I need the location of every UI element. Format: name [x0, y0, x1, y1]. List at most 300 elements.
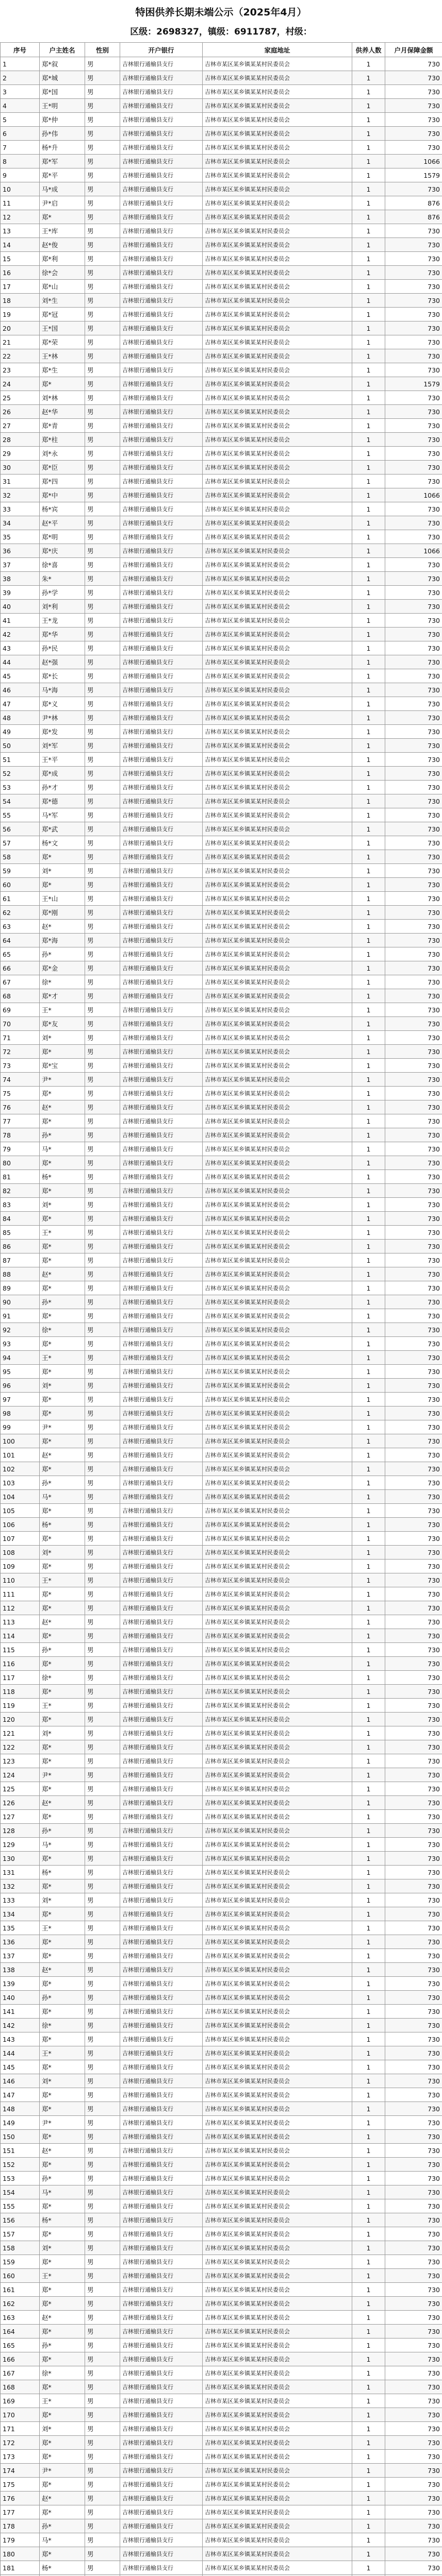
- table-row: [1, 2102, 442, 2116]
- bank-name: 吉林银行通榆县支行: [120, 586, 203, 600]
- support-count: 1: [352, 1226, 385, 1240]
- recipient-name: 郑*庆: [40, 544, 85, 558]
- monthly-amount: 730: [385, 669, 442, 683]
- row-number: 16: [1, 266, 40, 280]
- support-count: 1: [352, 558, 385, 572]
- recipient-sex: 男: [85, 113, 120, 127]
- monthly-amount: 730: [385, 586, 442, 600]
- home-address: 吉林市某区某乡镇某某村民委员会: [203, 1406, 352, 1420]
- home-address: 吉林市某区某乡镇某某村民委员会: [203, 850, 352, 864]
- monthly-amount: 730: [385, 1699, 442, 1713]
- row-number: 92: [1, 1323, 40, 1337]
- support-count: 1: [352, 488, 385, 502]
- monthly-amount: 730: [385, 961, 442, 975]
- recipient-name: 赵*强: [40, 655, 85, 669]
- monthly-amount: 730: [385, 85, 442, 99]
- table-row: [1, 2019, 442, 2032]
- bank-name: 吉林银行通榆县支行: [120, 377, 203, 391]
- table-row: [1, 1462, 442, 1476]
- recipient-name: 郑*: [40, 2032, 85, 2046]
- support-count: 1: [352, 1504, 385, 1518]
- support-count: 1: [352, 1629, 385, 1643]
- row-number: 149: [1, 2116, 40, 2130]
- table-row: [1, 1393, 442, 1406]
- monthly-amount: 730: [385, 2394, 442, 2408]
- support-count: 1: [352, 961, 385, 975]
- recipient-name: 杨*: [40, 1866, 85, 1879]
- recipient-sex: 男: [85, 1685, 120, 1699]
- support-count: 1: [352, 433, 385, 447]
- monthly-amount: 730: [385, 2561, 442, 2575]
- home-address: 吉林市某区某乡镇某某村民委员会: [203, 433, 352, 447]
- recipient-sex: 男: [85, 697, 120, 711]
- bank-name: 吉林银行通榆县支行: [120, 224, 203, 238]
- recipient-name: 尹*: [40, 2116, 85, 2130]
- row-number: 130: [1, 1852, 40, 1866]
- row-number: 153: [1, 2172, 40, 2185]
- row-number: 91: [1, 1309, 40, 1323]
- table-row: [1, 1560, 442, 1573]
- table-row: [1, 725, 442, 739]
- bank-name: 吉林银行通榆县支行: [120, 2102, 203, 2116]
- support-count: 1: [352, 572, 385, 586]
- table-row: [1, 1323, 442, 1337]
- recipient-name: 郑*宝: [40, 1059, 85, 1073]
- home-address: 吉林市某区某乡镇某某村民委员会: [203, 2311, 352, 2325]
- support-count: 1: [352, 516, 385, 530]
- bank-name: 吉林银行通榆县支行: [120, 725, 203, 739]
- recipient-sex: 男: [85, 2492, 120, 2505]
- recipient-name: 刘*: [40, 1726, 85, 1740]
- recipient-sex: 男: [85, 1434, 120, 1448]
- row-number: 84: [1, 1212, 40, 1226]
- recipient-name: 赵*俊: [40, 238, 85, 252]
- support-count: 1: [352, 781, 385, 794]
- bank-name: 吉林银行通榆县支行: [120, 461, 203, 474]
- support-count: 1: [352, 2032, 385, 2046]
- recipient-name: 孙*: [40, 2519, 85, 2533]
- recipient-sex: 男: [85, 1087, 120, 1100]
- recipient-sex: 男: [85, 641, 120, 655]
- row-number: 78: [1, 1128, 40, 1142]
- support-count: 1: [352, 2060, 385, 2074]
- recipient-name: 刘*: [40, 1379, 85, 1393]
- recipient-sex: 男: [85, 947, 120, 961]
- bank-name: 吉林银行通榆县支行: [120, 683, 203, 697]
- support-count: 1: [352, 377, 385, 391]
- bank-name: 吉林银行通榆县支行: [120, 113, 203, 127]
- bank-name: 吉林银行通榆县支行: [120, 1532, 203, 1546]
- bank-name: 吉林银行通榆县支行: [120, 544, 203, 558]
- table-row: [1, 1518, 442, 1532]
- home-address: 吉林市某区某乡镇某某村民委员会: [203, 2325, 352, 2338]
- home-address: 吉林市某区某乡镇某某村民委员会: [203, 1532, 352, 1546]
- table-row: [1, 1504, 442, 1518]
- table-row: [1, 308, 442, 321]
- home-address: 吉林市某区某乡镇某某村民委员会: [203, 1601, 352, 1615]
- row-number: 129: [1, 1838, 40, 1852]
- home-address: 吉林市某区某乡镇某某村民委员会: [203, 155, 352, 168]
- bank-name: 吉林银行通榆县支行: [120, 1309, 203, 1323]
- monthly-amount: 730: [385, 113, 442, 127]
- recipient-sex: 男: [85, 168, 120, 182]
- row-number: 164: [1, 2325, 40, 2338]
- support-count: 1: [352, 2297, 385, 2311]
- monthly-amount: 730: [385, 1198, 442, 1212]
- row-number: 179: [1, 2533, 40, 2547]
- table-row: [1, 1490, 442, 1504]
- recipient-name: 徐*: [40, 1323, 85, 1337]
- table-row: [1, 2074, 442, 2088]
- support-count: 1: [352, 1601, 385, 1615]
- recipient-name: 郑*荣: [40, 335, 85, 349]
- recipient-name: 赵*华: [40, 405, 85, 419]
- recipient-name: 郑*利: [40, 252, 85, 266]
- recipient-name: 徐*: [40, 2019, 85, 2032]
- monthly-amount: 730: [385, 1267, 442, 1281]
- recipient-name: 赵*: [40, 920, 85, 934]
- table-row: [1, 1170, 442, 1184]
- recipient-sex: 男: [85, 1977, 120, 1991]
- recipient-name: 郑*平: [40, 168, 85, 182]
- recipient-name: 郑*: [40, 1281, 85, 1295]
- row-number: 87: [1, 1253, 40, 1267]
- recipient-name: 杨*: [40, 2213, 85, 2227]
- header-amount: 户月保障金额: [385, 43, 442, 57]
- table-row: [1, 1643, 442, 1657]
- support-count: 1: [352, 1142, 385, 1156]
- monthly-amount: 730: [385, 99, 442, 113]
- recipient-sex: 男: [85, 1003, 120, 1017]
- home-address: 吉林市某区某乡镇某某村民委员会: [203, 1087, 352, 1100]
- row-number: 135: [1, 1921, 40, 1935]
- table-row: [1, 697, 442, 711]
- recipient-name: 王*: [40, 1351, 85, 1365]
- home-address: 吉林市某区某乡镇某某村民委员会: [203, 488, 352, 502]
- recipient-sex: 男: [85, 2325, 120, 2338]
- bank-name: 吉林银行通榆县支行: [120, 2352, 203, 2366]
- recipient-sex: 男: [85, 2158, 120, 2172]
- row-number: 1: [1, 57, 40, 71]
- recipient-name: 郑*: [40, 2450, 85, 2464]
- row-number: 95: [1, 1365, 40, 1379]
- row-number: 85: [1, 1226, 40, 1240]
- bank-name: 吉林银行通榆县支行: [120, 836, 203, 850]
- bank-name: 吉林银行通榆县支行: [120, 349, 203, 363]
- table-row: [1, 2478, 442, 2492]
- row-number: 58: [1, 850, 40, 864]
- bank-name: 吉林银行通榆县支行: [120, 892, 203, 906]
- support-count: 1: [352, 1073, 385, 1087]
- row-number: 15: [1, 252, 40, 266]
- support-count: 1: [352, 1699, 385, 1713]
- home-address: 吉林市某区某乡镇某某村民委员会: [203, 530, 352, 544]
- bank-name: 吉林银行通榆县支行: [120, 2394, 203, 2408]
- support-count: 1: [352, 544, 385, 558]
- recipient-name: 郑*中: [40, 488, 85, 502]
- row-number: 73: [1, 1059, 40, 1073]
- row-number: 67: [1, 975, 40, 989]
- bank-name: 吉林银行通榆县支行: [120, 2561, 203, 2575]
- bank-name: 吉林银行通榆县支行: [120, 2241, 203, 2255]
- row-number: 117: [1, 1671, 40, 1685]
- support-count: 1: [352, 141, 385, 155]
- support-count: 1: [352, 1907, 385, 1921]
- recipient-sex: 男: [85, 1295, 120, 1309]
- bank-name: 吉林银行通榆县支行: [120, 1142, 203, 1156]
- row-number: 76: [1, 1100, 40, 1114]
- home-address: 吉林市某区某乡镇某某村民委员会: [203, 1170, 352, 1184]
- monthly-amount: 730: [385, 739, 442, 753]
- row-number: 115: [1, 1643, 40, 1657]
- row-number: 131: [1, 1866, 40, 1879]
- home-address: 吉林市某区某乡镇某某村民委员会: [203, 2464, 352, 2478]
- monthly-amount: 730: [385, 1768, 442, 1782]
- row-number: 38: [1, 572, 40, 586]
- home-address: 吉林市某区某乡镇某某村民委员会: [203, 2005, 352, 2019]
- bank-name: 吉林银行通榆县支行: [120, 1852, 203, 1866]
- recipient-sex: 男: [85, 1713, 120, 1726]
- support-count: 1: [352, 2380, 385, 2394]
- recipient-sex: 男: [85, 1907, 120, 1921]
- support-count: 1: [352, 85, 385, 99]
- recipient-sex: 男: [85, 1949, 120, 1963]
- home-address: 吉林市某区某乡镇某某村民委员会: [203, 1977, 352, 1991]
- monthly-amount: 730: [385, 141, 442, 155]
- bank-name: 吉林银行通榆县支行: [120, 1796, 203, 1810]
- recipient-sex: 男: [85, 516, 120, 530]
- support-count: 1: [352, 1949, 385, 1963]
- recipient-name: 郑*: [40, 1713, 85, 1726]
- support-count: 1: [352, 1156, 385, 1170]
- recipient-sex: 男: [85, 71, 120, 85]
- recipient-sex: 男: [85, 934, 120, 947]
- monthly-amount: 730: [385, 1977, 442, 1991]
- recipient-name: 杨*升: [40, 141, 85, 155]
- table-row: [1, 71, 442, 85]
- monthly-amount: 730: [385, 2005, 442, 2019]
- monthly-amount: 730: [385, 1796, 442, 1810]
- support-count: 1: [352, 614, 385, 628]
- home-address: 吉林市某区某乡镇某某村民委员会: [203, 57, 352, 71]
- recipient-sex: 男: [85, 2408, 120, 2422]
- recipient-name: 郑*: [40, 2380, 85, 2394]
- recipient-sex: 男: [85, 850, 120, 864]
- table-row: [1, 1240, 442, 1253]
- home-address: 吉林市某区某乡镇某某村民委员会: [203, 1351, 352, 1365]
- table-row: [1, 600, 442, 614]
- home-address: 吉林市某区某乡镇某某村民委员会: [203, 1448, 352, 1462]
- monthly-amount: 730: [385, 127, 442, 141]
- support-count: 1: [352, 1351, 385, 1365]
- table-row: [1, 2046, 442, 2060]
- recipient-sex: 男: [85, 906, 120, 920]
- table-row: [1, 2505, 442, 2519]
- bank-name: 吉林银行通榆县支行: [120, 2116, 203, 2130]
- monthly-amount: 730: [385, 363, 442, 377]
- home-address: 吉林市某区某乡镇某某村民委员会: [203, 308, 352, 321]
- bank-name: 吉林银行通榆县支行: [120, 1351, 203, 1365]
- bank-name: 吉林银行通榆县支行: [120, 2074, 203, 2088]
- recipient-name: 郑*: [40, 1087, 85, 1100]
- recipient-sex: 男: [85, 2283, 120, 2297]
- monthly-amount: 730: [385, 321, 442, 335]
- monthly-amount: 730: [385, 822, 442, 836]
- recipient-name: 郑*: [40, 1754, 85, 1768]
- home-address: 吉林市某区某乡镇某某村民委员会: [203, 1490, 352, 1504]
- bank-name: 吉林银行通榆县支行: [120, 141, 203, 155]
- row-number: 65: [1, 947, 40, 961]
- support-count: 1: [352, 989, 385, 1003]
- bank-name: 吉林银行通榆县支行: [120, 1810, 203, 1824]
- bank-name: 吉林银行通榆县支行: [120, 2380, 203, 2394]
- recipient-name: 郑*: [40, 850, 85, 864]
- recipient-sex: 男: [85, 266, 120, 280]
- recipient-name: 刘*利: [40, 600, 85, 614]
- recipient-sex: 男: [85, 127, 120, 141]
- recipient-name: 朱*: [40, 572, 85, 586]
- row-number: 170: [1, 2408, 40, 2422]
- table-row: [1, 182, 442, 196]
- support-count: 1: [352, 1866, 385, 1879]
- recipient-sex: 男: [85, 447, 120, 461]
- bank-name: 吉林银行通榆县支行: [120, 697, 203, 711]
- row-number: 134: [1, 1907, 40, 1921]
- support-count: 1: [352, 920, 385, 934]
- table-row: [1, 1824, 442, 1838]
- bank-name: 吉林银行通榆县支行: [120, 1643, 203, 1657]
- table-row: [1, 530, 442, 544]
- recipient-sex: 男: [85, 1657, 120, 1671]
- table-row: [1, 1713, 442, 1726]
- recipient-name: 杨*: [40, 1170, 85, 1184]
- table-row: [1, 196, 442, 210]
- header-bank: 开户银行: [120, 43, 203, 57]
- support-count: 1: [352, 864, 385, 878]
- support-count: 1: [352, 1532, 385, 1546]
- home-address: 吉林市某区某乡镇某某村民委员会: [203, 419, 352, 433]
- recipient-sex: 男: [85, 224, 120, 238]
- recipient-sex: 男: [85, 1379, 120, 1393]
- recipient-sex: 男: [85, 2478, 120, 2492]
- support-count: 1: [352, 2338, 385, 2352]
- table-row: [1, 1253, 442, 1267]
- recipient-name: 郑*: [40, 1949, 85, 1963]
- table-row: [1, 210, 442, 224]
- bank-name: 吉林银行通榆县支行: [120, 99, 203, 113]
- home-address: 吉林市某区某乡镇某某村民委员会: [203, 2492, 352, 2505]
- row-number: 4: [1, 99, 40, 113]
- support-count: 1: [352, 1838, 385, 1852]
- table-row: [1, 1532, 442, 1546]
- bank-name: 吉林银行通榆县支行: [120, 1685, 203, 1699]
- support-count: 1: [352, 1643, 385, 1657]
- row-number: 8: [1, 155, 40, 168]
- bank-name: 吉林银行通榆县支行: [120, 2533, 203, 2547]
- table-row: [1, 878, 442, 892]
- monthly-amount: 730: [385, 1726, 442, 1740]
- monthly-amount: 730: [385, 920, 442, 934]
- recipient-name: 王*: [40, 2394, 85, 2408]
- bank-name: 吉林银行通榆县支行: [120, 1991, 203, 2005]
- monthly-amount: 730: [385, 975, 442, 989]
- bank-name: 吉林银行通榆县支行: [120, 2422, 203, 2436]
- recipient-sex: 男: [85, 2533, 120, 2547]
- bank-name: 吉林银行通榆县支行: [120, 934, 203, 947]
- home-address: 吉林市某区某乡镇某某村民委员会: [203, 1198, 352, 1212]
- table-row: [1, 1587, 442, 1601]
- home-address: 吉林市某区某乡镇某某村民委员会: [203, 558, 352, 572]
- monthly-amount: 730: [385, 1184, 442, 1198]
- row-number: 178: [1, 2519, 40, 2533]
- recipient-sex: 男: [85, 1740, 120, 1754]
- recipient-sex: 男: [85, 600, 120, 614]
- monthly-amount: 730: [385, 2074, 442, 2088]
- bank-name: 吉林银行通榆县支行: [120, 168, 203, 182]
- table-row: [1, 1128, 442, 1142]
- table-row: [1, 544, 442, 558]
- bank-name: 吉林银行通榆县支行: [120, 1087, 203, 1100]
- home-address: 吉林市某区某乡镇某某村民委员会: [203, 1796, 352, 1810]
- row-number: 33: [1, 502, 40, 516]
- bank-name: 吉林银行通榆县支行: [120, 1587, 203, 1601]
- support-count: 1: [352, 168, 385, 182]
- table-row: [1, 2436, 442, 2450]
- row-number: 18: [1, 294, 40, 308]
- table-row: [1, 1267, 442, 1281]
- home-address: 吉林市某区某乡镇某某村民委员会: [203, 377, 352, 391]
- support-count: 1: [352, 2547, 385, 2561]
- bank-name: 吉林银行通榆县支行: [120, 1003, 203, 1017]
- monthly-amount: 730: [385, 2116, 442, 2130]
- recipient-sex: 男: [85, 280, 120, 294]
- recipient-sex: 男: [85, 2561, 120, 2575]
- table-row: [1, 1601, 442, 1615]
- recipient-sex: 男: [85, 1490, 120, 1504]
- row-number: 20: [1, 321, 40, 335]
- recipient-sex: 男: [85, 1546, 120, 1560]
- support-count: 1: [352, 753, 385, 767]
- table-row: [1, 1615, 442, 1629]
- support-count: 1: [352, 2422, 385, 2436]
- home-address: 吉林市某区某乡镇某某村民委员会: [203, 2102, 352, 2116]
- table-row: [1, 85, 442, 99]
- table-row: [1, 683, 442, 697]
- recipient-sex: 男: [85, 1615, 120, 1629]
- recipient-name: 刘*: [40, 2241, 85, 2255]
- recipient-name: 刘*: [40, 2422, 85, 2436]
- table-row: [1, 2060, 442, 2074]
- table-row: [1, 224, 442, 238]
- table-row: [1, 516, 442, 530]
- home-address: 吉林市某区某乡镇某某村民委员会: [203, 864, 352, 878]
- monthly-amount: 730: [385, 1128, 442, 1142]
- bank-name: 吉林银行通榆县支行: [120, 1406, 203, 1420]
- bank-name: 吉林银行通榆县支行: [120, 1754, 203, 1768]
- support-count: 1: [352, 1393, 385, 1406]
- row-number: 114: [1, 1629, 40, 1643]
- home-address: 吉林市某区某乡镇某某村民委员会: [203, 391, 352, 405]
- support-count: 1: [352, 1420, 385, 1434]
- row-number: 140: [1, 1991, 40, 2005]
- monthly-amount: 730: [385, 1713, 442, 1726]
- recipient-sex: 男: [85, 669, 120, 683]
- monthly-amount: 730: [385, 308, 442, 321]
- recipient-name: 郑*: [40, 1560, 85, 1573]
- bank-name: 吉林银行通榆县支行: [120, 321, 203, 335]
- home-address: 吉林市某区某乡镇某某村民委员会: [203, 934, 352, 947]
- recipient-name: 郑*: [40, 2130, 85, 2144]
